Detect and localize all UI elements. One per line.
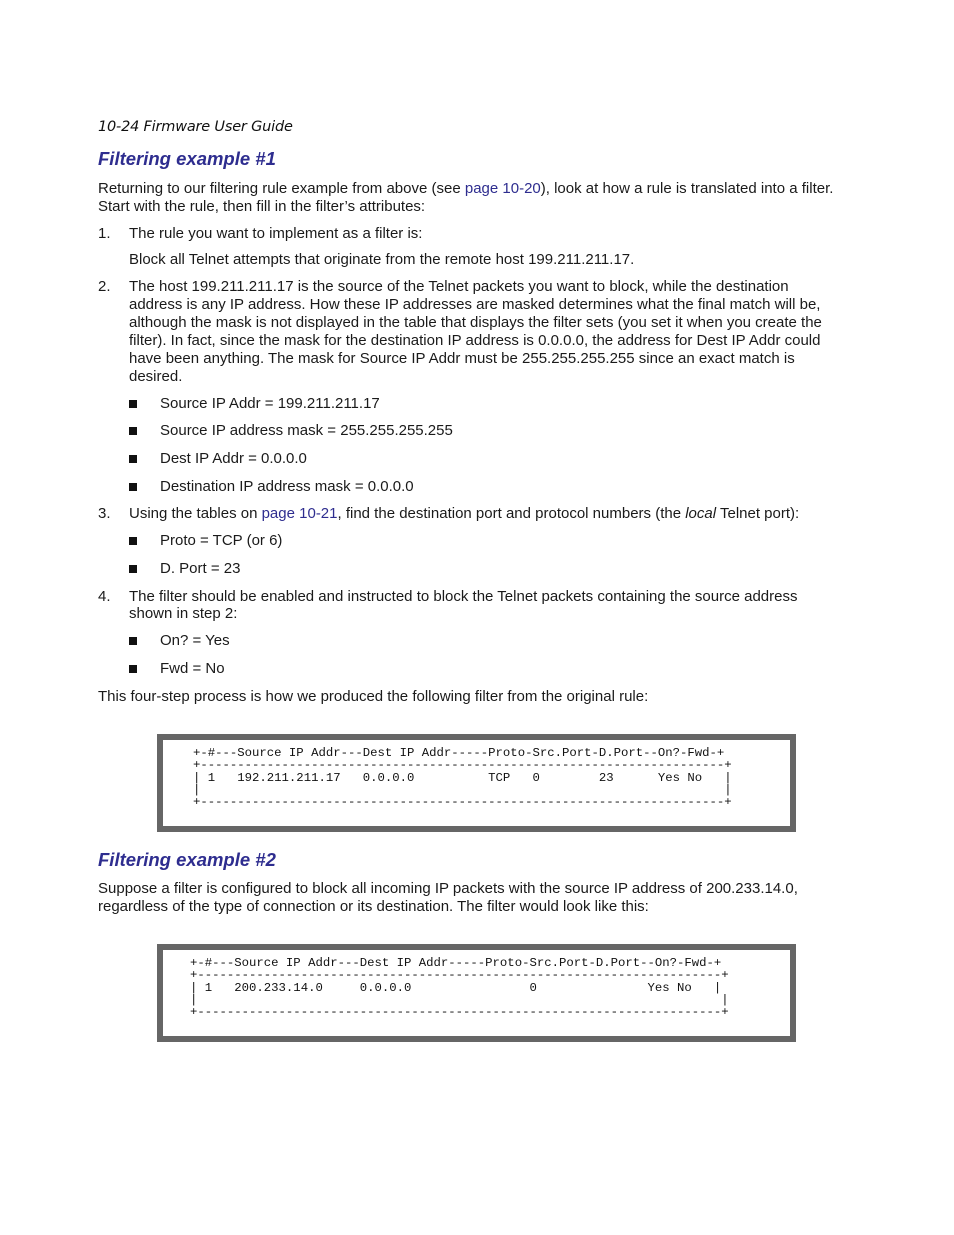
step-4-line: The filter should be enabled and instructed to block the Telnet packets containing the source address	[129, 588, 798, 605]
filter-table-example-2	[157, 944, 796, 1042]
step-3-text: Using the tables on page 10-21, find the destination port and protocol numbers (the local Telnet port):	[129, 505, 800, 522]
section-1-heading: Filtering example #1	[98, 148, 276, 169]
filter-table-example-1	[157, 734, 796, 832]
bullet-square-icon	[129, 665, 137, 673]
section-1-intro-line2: Start with the rule, then fill in the filter’s attributes:	[98, 198, 426, 215]
bullet-square-icon	[129, 565, 137, 573]
bullet-item: Proto = TCP (or 6)	[160, 532, 283, 549]
step-2-line: have been anything. The mask for Source IP Addr must be 255.255.255.255 since an exact match is	[129, 350, 795, 367]
section-1-intro: Returning to our filtering rule example from above (see page 10-20), look at how a rule is translated into a filter.	[98, 180, 834, 197]
step-2-line: although the mask is not displayed in the table that displays the filter sets (you set it when you create the	[129, 314, 822, 331]
step-2-line: address is any IP address. How these IP addresses are masked determines what the final match will be,	[129, 296, 821, 313]
bullet-item: On? = Yes	[160, 632, 230, 649]
step-3-number: 3.	[98, 505, 111, 522]
bullet-square-icon	[129, 483, 137, 491]
step-1-text: The rule you want to implement as a filter is:	[129, 225, 423, 242]
section-2-line: Suppose a filter is configured to block all incoming IP packets with the source IP address of 200.233.14.0,	[98, 880, 798, 897]
bullet-square-icon	[129, 427, 137, 435]
page-link-10-20[interactable]: page 10-20	[464, 180, 541, 197]
bullet-square-icon	[129, 537, 137, 545]
bullet-item: Source IP address mask = 255.255.255.255	[160, 422, 453, 439]
bullet-square-icon	[129, 455, 137, 463]
step-2-line: desired.	[129, 368, 183, 385]
step-4-line: shown in step 2:	[129, 605, 238, 622]
section-2-line: regardless of the type of connection or its destination. The filter would look like this:	[98, 898, 649, 915]
step-1-number: 1.	[98, 225, 111, 242]
step-4-number: 4.	[98, 588, 111, 605]
bullet-item: Dest IP Addr = 0.0.0.0	[160, 450, 307, 467]
bullet-square-icon	[129, 637, 137, 645]
bullet-item: D. Port = 23	[160, 560, 241, 577]
filter-table-text: +-#---Source IP Addr---Dest IP Addr-----Proto-Src.Port-D.Port--On?-Fwd-+ +-----------------------------------------------------------------------+ | 1 200.233.14.0 0.0.0.0 0 Yes No | | | +-----------------------------------------------------------------------+	[190, 956, 729, 1020]
running-head: 10-24 Firmware User Guide	[98, 119, 293, 135]
bullet-item: Fwd = No	[160, 660, 225, 677]
bullet-square-icon	[129, 400, 137, 408]
section-1-outro: This four-step process is how we produced the following filter from the original rule:	[98, 688, 649, 705]
step-2-line: filter). In fact, since the mask for the destination IP address is 0.0.0.0, the address for Dest IP Addr could	[129, 332, 821, 349]
section-2-heading: Filtering example #2	[98, 849, 276, 870]
page-link-10-21[interactable]: page 10-21	[261, 505, 338, 522]
step-2-line: The host 199.211.211.17 is the source of the Telnet packets you want to block, while the destination	[129, 278, 789, 295]
filter-table-text: +-#---Source IP Addr---Dest IP Addr-----Proto-Src.Port-D.Port--On?-Fwd-+ +-----------------------------------------------------------------------+ | 1 192.211.211.17 0.0.0.0 TCP 0 23 Yes No | | | +-----------------------------------------------------------------------+	[193, 746, 732, 810]
step-2-number: 2.	[98, 278, 111, 295]
bullet-item: Source IP Addr = 199.211.211.17	[160, 395, 380, 412]
step-1-rule: Block all Telnet attempts that originate from the remote host 199.211.211.17.	[129, 251, 635, 268]
bullet-item: Destination IP address mask = 0.0.0.0	[160, 478, 414, 495]
